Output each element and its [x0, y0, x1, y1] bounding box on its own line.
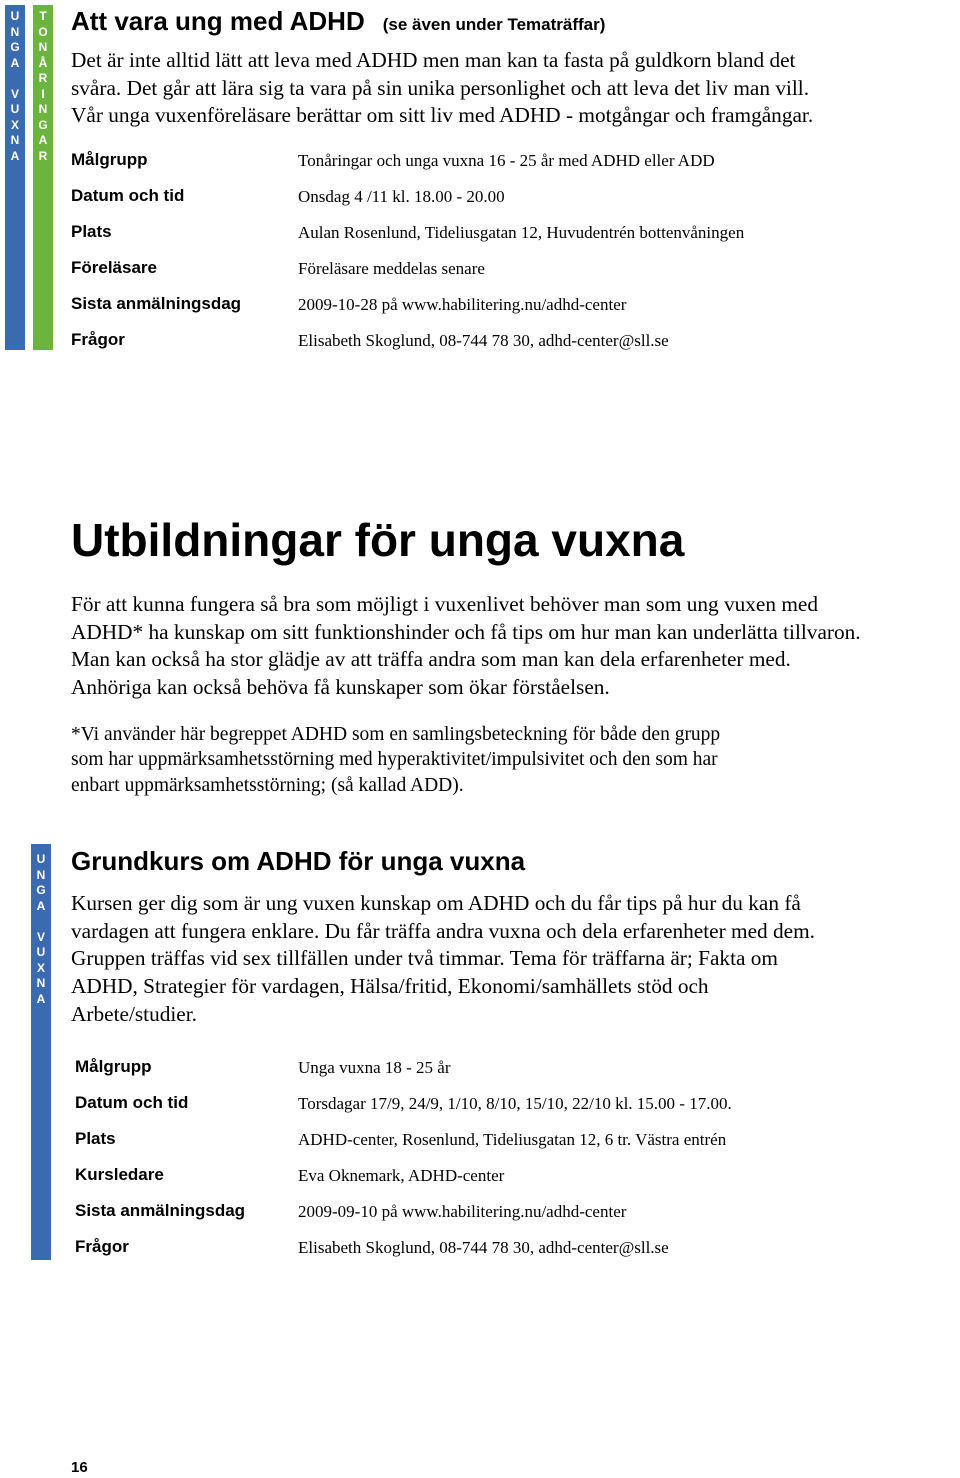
section2-body	[71, 591, 861, 702]
sidebar-letter: N	[38, 40, 48, 54]
detail-label: Plats	[71, 222, 112, 241]
footnote	[71, 722, 720, 798]
sidebar-letter: G	[10, 40, 20, 54]
intro-line: vardagen att fungera enklare. Du får träffa andra vuxna och dela erfarenheter med dem.	[71, 918, 816, 943]
section1-intro	[71, 47, 813, 130]
intro-line: Arbete/studier.	[71, 1001, 197, 1026]
sidebar-letter: N	[10, 133, 20, 147]
detail-row	[75, 1236, 935, 1272]
detail-row	[75, 1200, 935, 1236]
detail-label: Plats	[75, 1129, 116, 1148]
intro-line: Kursen ger dig som är ung vuxen kunskap om ADHD och du får tips på hur du kan få	[71, 891, 801, 915]
intro-line: Det är inte alltid lätt att leva med ADHD men man kan ta fasta på guldkorn bland det	[71, 48, 796, 72]
detail-row	[71, 185, 931, 221]
detail-value: 2009-09-10 på www.habilitering.nu/adhd-center	[298, 1202, 627, 1221]
detail-label: Sista anmälningsdag	[71, 294, 242, 313]
sidebar-letter: U	[10, 102, 20, 116]
sidebar-letter: X	[36, 960, 45, 975]
detail-row	[75, 1164, 935, 1200]
detail-value: Aulan Rosenlund, Tideliusgatan 12, Huvudentrén bottenvåningen	[298, 223, 745, 242]
sidebar-letter: G	[38, 117, 48, 132]
sidebar-letter: A	[36, 991, 46, 1006]
detail-row	[71, 329, 931, 365]
detail-label: Frågor	[75, 1237, 129, 1256]
detail-label: Föreläsare	[71, 258, 157, 277]
detail-row	[75, 1092, 935, 1128]
footnote-line: enbart uppmärksamhetsstörning; (så kallad ADD).	[71, 774, 464, 796]
sidebar-letter: Å	[38, 55, 48, 70]
sidebar-letter: N	[36, 976, 46, 990]
detail-row	[75, 1056, 935, 1092]
detail-value: Unga vuxna 18 - 25 år	[298, 1058, 451, 1077]
sidebar-letter: N	[38, 102, 48, 116]
sidebar-letter: N	[36, 867, 46, 882]
page-title: Utbildningar för unga vuxna	[71, 514, 685, 566]
sidebar-letter: X	[10, 117, 19, 132]
intro-line: Vår unga vuxenföreläsare berättar om sitt liv med ADHD - motgångar och framgångar.	[71, 103, 814, 128]
detail-label: Sista anmälningsdag	[75, 1201, 246, 1220]
sidebar-letter: U	[10, 9, 20, 23]
sidebar-letter: N	[10, 24, 20, 39]
intro-line: ADHD, Strategier för vardagen, Hälsa/fritid, Ekonomi/samhällets stöd och	[71, 974, 709, 999]
body-line: Anhöriga kan också behöva få kunskaper som ökar förståelsen.	[71, 675, 610, 700]
page-number: 16	[71, 1459, 88, 1476]
detail-value: Föreläsare meddelas senare	[298, 259, 485, 278]
detail-row	[71, 293, 931, 329]
detail-value: Elisabeth Skoglund, 08-744 78 30, adhd-center@sll.se	[298, 1238, 669, 1257]
sidebar-letter: U	[36, 945, 46, 959]
body-line: För att kunna fungera så bra som möjligt i vuxenlivet behöver man som ung vuxen med	[71, 592, 819, 616]
sidebar-letter: A	[38, 133, 48, 147]
sidebar-letter: U	[36, 852, 46, 866]
detail-label: Frågor	[71, 330, 125, 349]
section-title-ung-med-adhd	[71, 5, 605, 41]
detail-row	[71, 221, 931, 257]
sidebar-letter: G	[36, 883, 46, 897]
detail-row	[75, 1128, 935, 1164]
sidebar-unga-vuxna-bottom	[31, 844, 51, 1260]
sidebar-letter: I	[41, 86, 45, 101]
detail-label: Datum och tid	[71, 186, 185, 205]
detail-label: Kursledare	[75, 1165, 164, 1184]
sidebar-letter: T	[39, 9, 47, 23]
detail-label: Datum och tid	[75, 1093, 189, 1112]
intro-line: svåra. Det går att lära sig ta vara på sin unika personlighet och att leva det liv man vill.	[71, 75, 810, 100]
detail-row	[71, 257, 931, 293]
section-title-text: Att vara ung med ADHD	[71, 6, 365, 36]
section3-intro	[71, 890, 815, 1029]
detail-value: Torsdagar 17/9, 24/9, 1/10, 8/10, 15/10, 22/10 kl. 15.00 - 17.00.	[298, 1094, 732, 1113]
footnote-line: *Vi använder här begreppet ADHD som en samlingsbeteckning för både den grupp	[71, 724, 721, 745]
body-line: Man kan också ha stor glädje av att träffa andra som man kan dela erfarenheter med.	[71, 647, 791, 672]
section-title-grundkurs: Grundkurs om ADHD för unga vuxna	[71, 846, 526, 876]
detail-label: Målgrupp	[75, 1057, 152, 1076]
detail-value: ADHD-center, Rosenlund, Tideliusgatan 12, 6 tr. Västra entrén	[298, 1130, 727, 1149]
detail-row	[71, 149, 931, 185]
detail-value: Tonåringar och unga vuxna 16 - 25 år med ADHD eller ADD	[298, 151, 715, 170]
intro-line: Gruppen träffas vid sex tillfällen under två timmar. Tema för träffarna är; Fakta om	[71, 946, 778, 971]
body-line: ADHD* ha kunskap om sitt funktionshinder och få tips om hur man kan underlätta tillvaron.	[71, 619, 861, 644]
sidebar-letter: V	[10, 86, 19, 101]
sidebar-letter: O	[38, 24, 48, 39]
footnote-line: som har uppmärksamhetsstörning med hyperaktivitet/impulsivitet och den som har	[71, 749, 718, 771]
sidebar-tonaringar	[33, 5, 53, 350]
detail-value: Eva Oknemark, ADHD-center	[298, 1166, 505, 1185]
sidebar-letter: A	[10, 55, 20, 70]
sidebar-letter: V	[36, 929, 45, 944]
sidebar-letter: A	[36, 898, 46, 913]
detail-label: Målgrupp	[71, 150, 148, 169]
sidebar-unga-vuxna-top	[5, 5, 25, 350]
detail-value: Onsdag 4 /11 kl. 18.00 - 20.00	[298, 187, 505, 206]
detail-value: Elisabeth Skoglund, 08-744 78 30, adhd-center@sll.se	[298, 331, 669, 350]
sidebar-letter: R	[38, 148, 48, 163]
sidebar-letter: A	[10, 148, 20, 163]
detail-value: 2009-10-28 på www.habilitering.nu/adhd-center	[298, 295, 627, 314]
sidebar-letter: R	[38, 71, 48, 85]
section-subtitle: (se även under Tematräffar)	[382, 15, 606, 34]
